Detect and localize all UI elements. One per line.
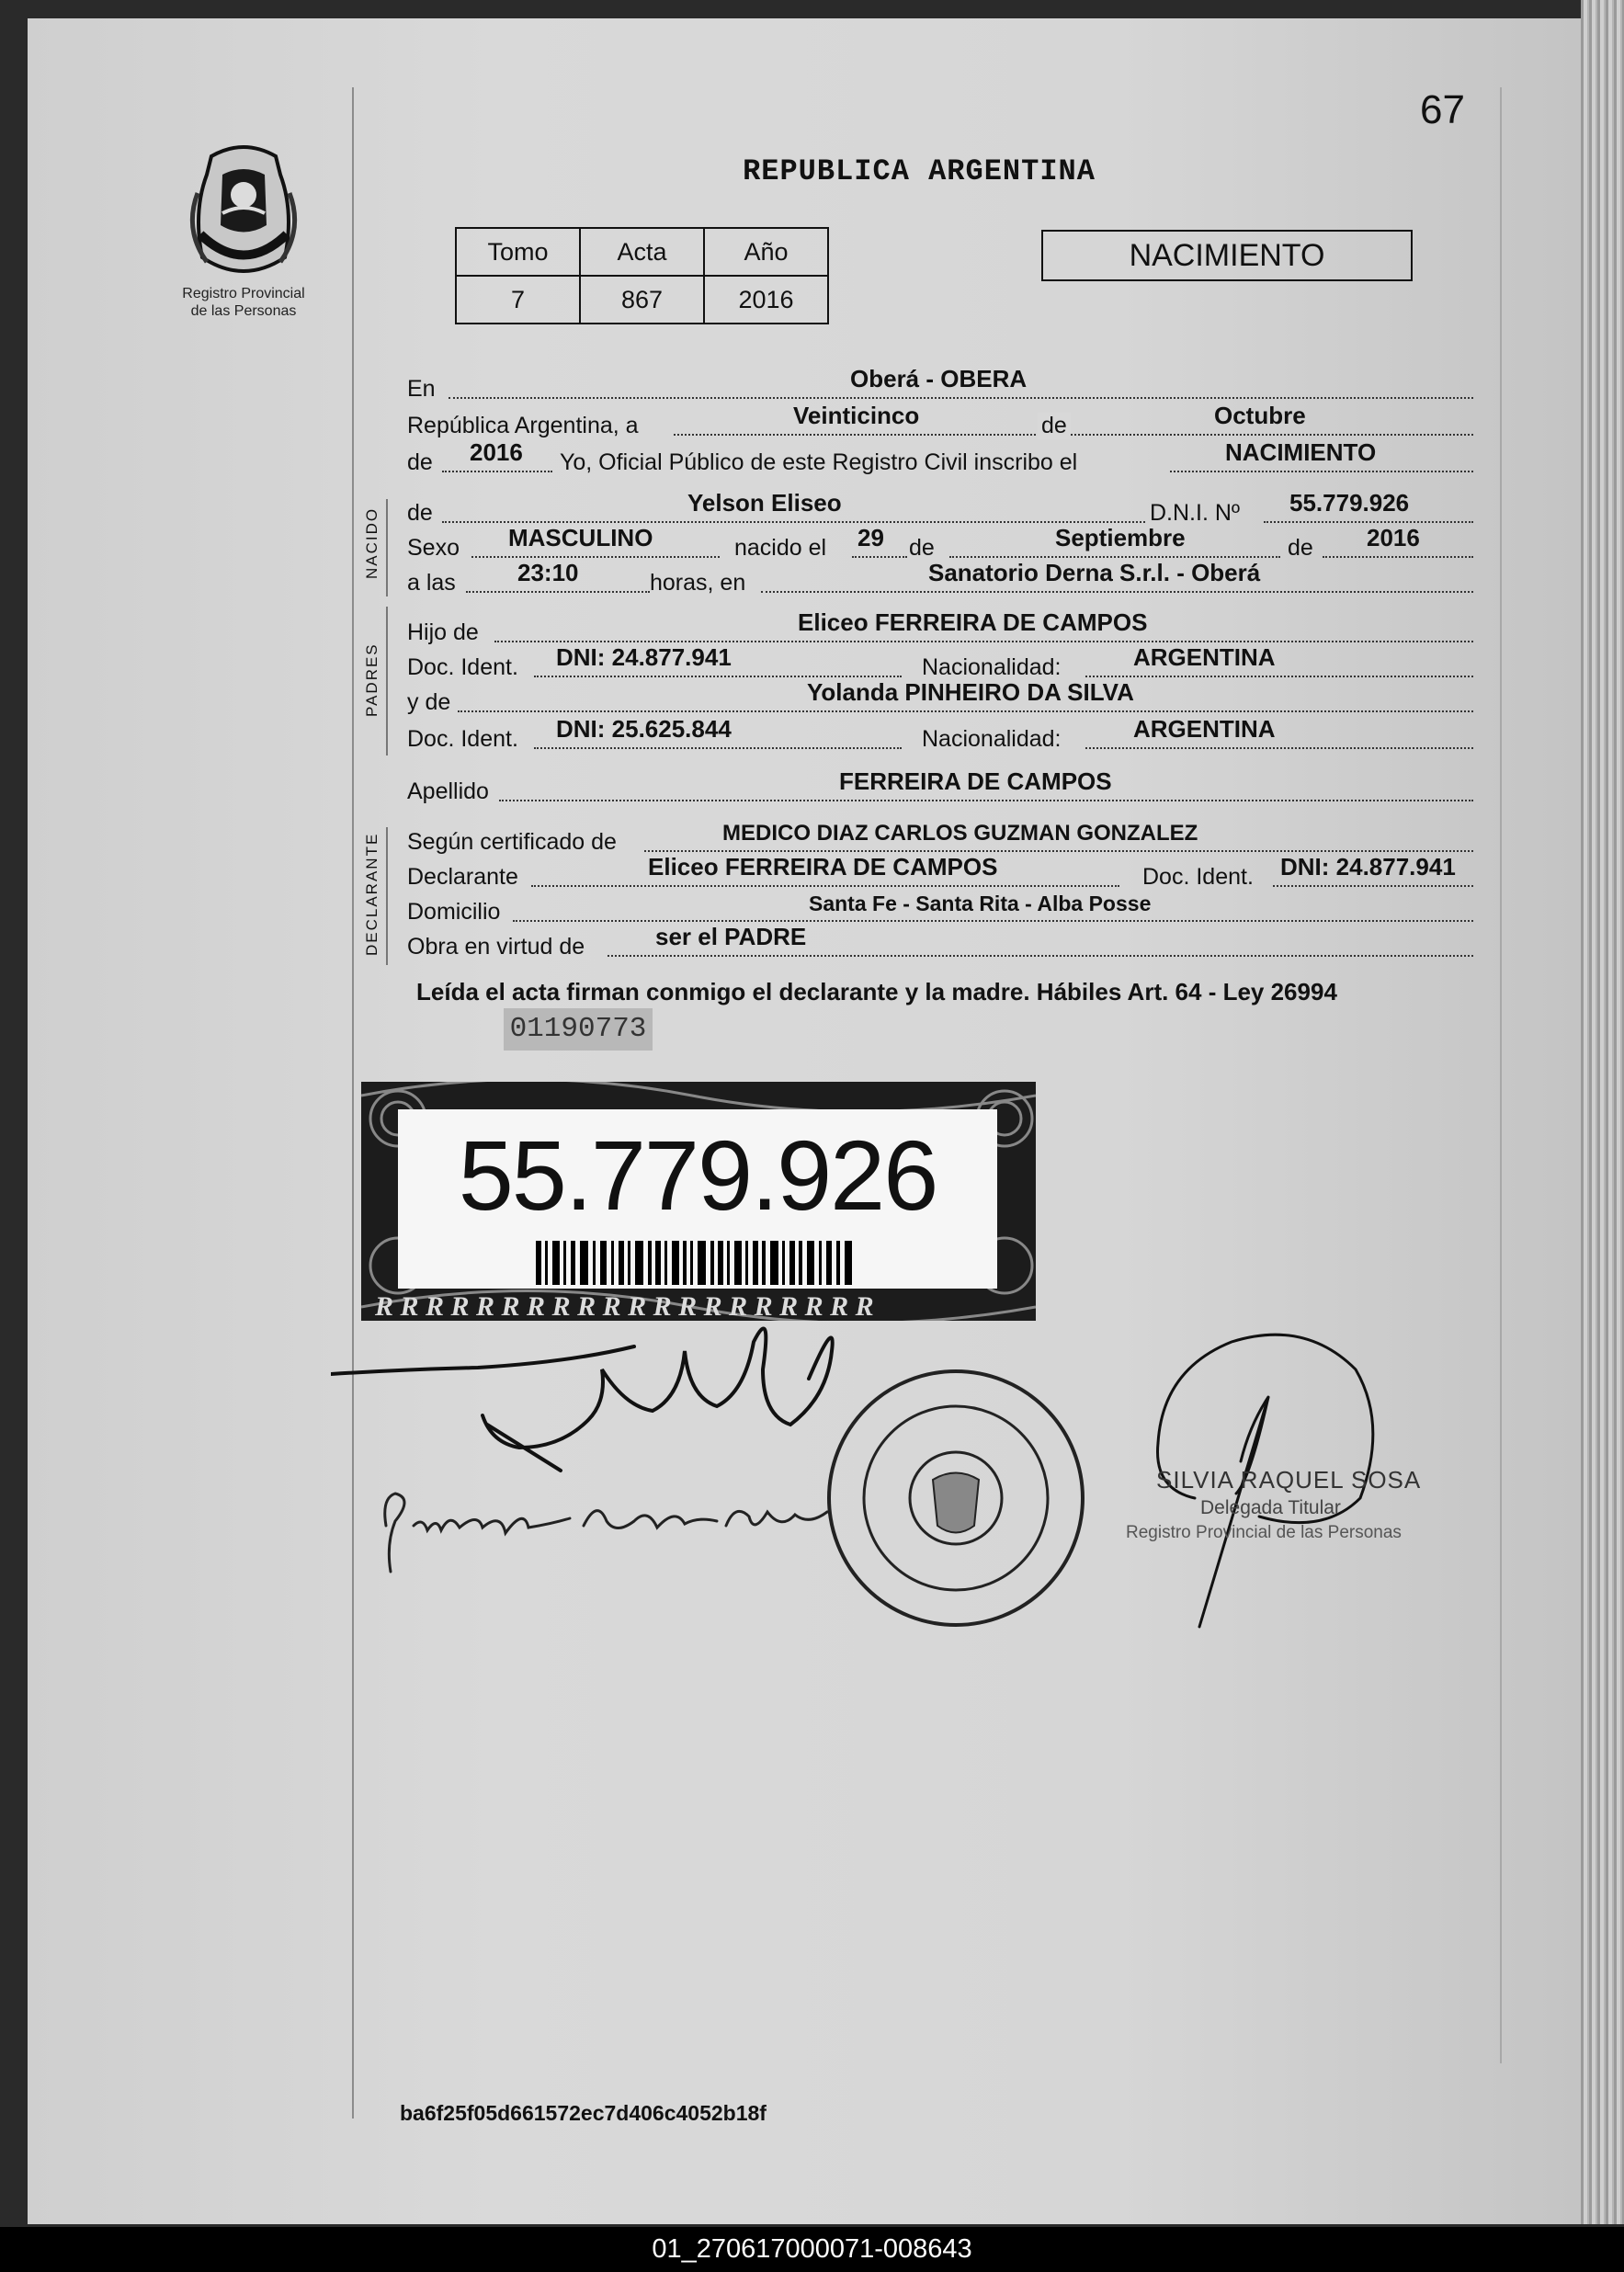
row-certificate bbox=[407, 821, 1473, 856]
label-republica: República Argentina, a bbox=[407, 413, 639, 438]
value-year: 2016 bbox=[470, 438, 523, 466]
label-domicilio: Domicilio bbox=[407, 899, 501, 925]
label-dni: D.N.I. Nº bbox=[1150, 500, 1241, 526]
label-nacido-el: nacido el bbox=[734, 535, 827, 561]
value-certificate: MEDICO DIAZ CARLOS GUZMAN GONZALEZ bbox=[722, 821, 1198, 846]
value-father-nat: ARGENTINA bbox=[1133, 643, 1276, 671]
value-month: Octubre bbox=[1214, 402, 1306, 429]
section-nacido: NACIDO bbox=[363, 506, 380, 579]
section-padres: PADRES bbox=[363, 642, 380, 717]
label-segun: Según certificado de bbox=[407, 829, 617, 855]
svg-text:R R R R R R R R R R R R R R R: R R R R R R R R R R R R R R R R R R R R bbox=[375, 1291, 874, 1321]
official-name: SILVIA RAQUEL SOSA bbox=[1156, 1466, 1422, 1494]
label-y-de: y de bbox=[407, 689, 451, 715]
value-mother: Yolanda PINHEIRO DA SILVA bbox=[807, 678, 1134, 706]
value-birth-place: Sanatorio Derna S.r.l. - Oberá bbox=[928, 559, 1261, 586]
row-year bbox=[407, 438, 1473, 476]
row-mother-doc bbox=[407, 715, 1473, 753]
value-tomo: 7 bbox=[456, 276, 580, 324]
label-de1: de bbox=[1038, 413, 1071, 439]
official-registry: Registro Provincial de las Personas bbox=[1126, 1523, 1402, 1542]
registry-logo bbox=[165, 138, 322, 320]
value-dni: 55.779.926 bbox=[1289, 489, 1410, 517]
value-sex: MASCULINO bbox=[508, 524, 653, 551]
act-type-box: NACIMIENTO bbox=[1041, 230, 1413, 281]
document-title: REPUBLICA ARGENTINA bbox=[743, 154, 1096, 188]
header-ano: Año bbox=[704, 228, 828, 276]
value-name: Yelson Eliseo bbox=[687, 489, 842, 517]
row-father-doc bbox=[407, 643, 1473, 681]
row-address bbox=[407, 891, 1473, 926]
section-declarante: DECLARANTE bbox=[363, 832, 380, 956]
logo-caption-line1: Registro Provincial bbox=[182, 286, 305, 301]
dni-white-panel bbox=[398, 1109, 997, 1289]
official-seal bbox=[829, 1371, 1083, 1625]
margin-rule-right bbox=[1500, 87, 1502, 2063]
row-mother bbox=[407, 678, 1473, 716]
label-de3: de bbox=[909, 535, 935, 561]
value-ano: 2016 bbox=[704, 276, 828, 324]
label-obra: Obra en virtud de bbox=[407, 934, 585, 960]
barcode-icon bbox=[536, 1241, 857, 1285]
header-acta: Acta bbox=[580, 228, 704, 276]
label-apellido: Apellido bbox=[407, 778, 489, 804]
father-signature bbox=[331, 1328, 833, 1471]
row-surname bbox=[407, 767, 1473, 805]
value-father-doc: DNI: 24.877.941 bbox=[556, 643, 732, 671]
closing-text: Leída el acta firman conmigo el declarante y la madre. Hábiles Art. 64 - Ley 26994 bbox=[416, 978, 1337, 1005]
row-declarant bbox=[407, 853, 1473, 891]
row-place bbox=[407, 365, 1473, 403]
row-sex bbox=[407, 524, 1473, 562]
value-birth-month: Septiembre bbox=[1055, 524, 1186, 551]
registry-table bbox=[455, 227, 829, 324]
value-declarant: Eliceo FERREIRA DE CAMPOS bbox=[648, 853, 998, 880]
label-de-nombre: de bbox=[407, 500, 433, 526]
value-mother-nat: ARGENTINA bbox=[1133, 715, 1276, 743]
official-role: Delegada Titular bbox=[1200, 1497, 1341, 1518]
logo-caption-line2: de las Personas bbox=[190, 303, 297, 319]
dni-big-number: 55.779.926 bbox=[458, 1119, 937, 1231]
label-horas-en: horas, en bbox=[650, 570, 746, 596]
provincial-emblem-icon bbox=[175, 138, 312, 285]
value-act-kind: NACIMIENTO bbox=[1225, 438, 1377, 466]
dni-sticker bbox=[361, 1082, 1036, 1321]
value-capacity: ser el PADRE bbox=[655, 923, 807, 950]
value-acta: 867 bbox=[580, 276, 704, 324]
label-doc3: Doc. Ident. bbox=[1142, 864, 1254, 890]
value-surname: FERREIRA DE CAMPOS bbox=[839, 767, 1112, 795]
value-father: Eliceo FERREIRA DE CAMPOS bbox=[798, 608, 1148, 636]
label-nac1: Nacionalidad: bbox=[922, 654, 1062, 680]
stamp-number: 01190773 bbox=[504, 1008, 653, 1051]
label-yo: Yo, Oficial Público de este Registro Civil inscribo el bbox=[560, 449, 1078, 475]
mother-signature bbox=[385, 1494, 827, 1572]
value-birth-day: 29 bbox=[857, 524, 884, 551]
value-declarant-doc: DNI: 24.877.941 bbox=[1280, 853, 1456, 880]
value-mother-doc: DNI: 25.625.844 bbox=[556, 715, 732, 743]
label-de4: de bbox=[1288, 535, 1313, 561]
document-hash: ba6f25f05d661572ec7d406c4052b18f bbox=[400, 2101, 767, 2125]
value-address: Santa Fe - Santa Rita - Alba Posse bbox=[809, 892, 1152, 915]
value-place: Oberá - OBERA bbox=[850, 365, 1028, 392]
label-nac2: Nacionalidad: bbox=[922, 726, 1062, 752]
label-en: En bbox=[407, 376, 436, 402]
label-doc2: Doc. Ident. bbox=[407, 726, 518, 752]
value-birth-year: 2016 bbox=[1367, 524, 1420, 551]
page-number: 67 bbox=[1420, 87, 1465, 132]
label-de2: de bbox=[407, 449, 433, 475]
label-sexo: Sexo bbox=[407, 535, 460, 561]
label-a-las: a las bbox=[407, 570, 456, 596]
label-declarante: Declarante bbox=[407, 864, 518, 890]
row-capacity bbox=[407, 923, 1473, 960]
file-id-footer: 01_270617000071-008643 bbox=[0, 2227, 1624, 2272]
row-time-place bbox=[407, 559, 1473, 596]
header-tomo: Tomo bbox=[456, 228, 580, 276]
row-name bbox=[407, 489, 1473, 527]
value-day: Veinticinco bbox=[793, 402, 920, 429]
page-stack-edge bbox=[1581, 0, 1624, 2224]
label-doc1: Doc. Ident. bbox=[407, 654, 518, 680]
value-birth-time: 23:10 bbox=[517, 559, 579, 586]
row-date bbox=[407, 404, 1473, 439]
row-father bbox=[407, 608, 1473, 646]
label-hijo-de: Hijo de bbox=[407, 619, 479, 645]
margin-rule-left bbox=[352, 87, 354, 2119]
